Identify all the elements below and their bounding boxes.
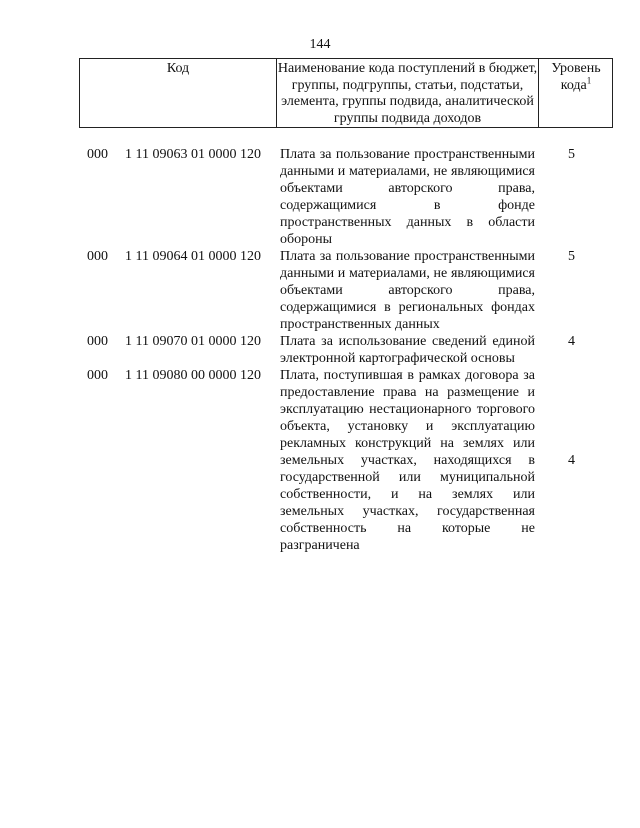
revenue-code: 1 11 09063 01 0000 120: [125, 147, 261, 162]
table-header: [79, 58, 613, 128]
code-level: 4: [568, 334, 575, 349]
revenue-name: Плата за пользование пространственными данными и материалами, не являющимися объектами авторского права, содержащимися в региональных фондах пространственных данных: [280, 249, 535, 332]
revenue-name: Плата, поступившая в рамках договора за предоставление права на размещение и эксплуатацию нестационарного торгового объекта, установку и эксплуатацию рекламных конструкций на землях или земельных участках, находящихся в государственной или муниципальной собственности, и на землях или земельных участках, государственная собственность на которые не разграничена: [280, 368, 535, 553]
table-row: [0, 367, 640, 554]
revenue-name: Плата за пользование пространственными данными и материалами, не являющимися объектами авторского права, содержащимися в фонде пространственных данных в области обороны: [280, 147, 535, 247]
code-level: 5: [568, 147, 575, 162]
code-level: 4: [568, 453, 575, 468]
revenue-name: Плата за использование сведений единой электронной картографической основы: [280, 334, 535, 366]
header-level: [539, 61, 613, 94]
code-level: 5: [568, 249, 575, 264]
table-row: [0, 146, 640, 248]
admin-code: 000: [87, 334, 108, 349]
header-code: Код: [166, 61, 190, 76]
table-row: [0, 248, 640, 333]
revenue-code: 1 11 09070 01 0000 120: [125, 334, 261, 349]
footnote-marker: 1: [586, 74, 592, 85]
revenue-code: 1 11 09080 00 0000 120: [125, 368, 261, 383]
header-level-label: Уровень кода: [551, 61, 601, 93]
revenue-code: 1 11 09064 01 0000 120: [125, 249, 261, 264]
admin-code: 000: [87, 147, 108, 162]
header-name: Наименование кода поступлений в бюджет, группы, подгруппы, статьи, подстатьи, элемента, группы подвида, аналитической группы подвида доходов: [277, 61, 538, 126]
admin-code: 000: [87, 249, 108, 264]
admin-code: 000: [87, 368, 108, 383]
page-number: 144: [309, 37, 331, 52]
table-body: [0, 146, 640, 554]
table-row: [0, 333, 640, 367]
